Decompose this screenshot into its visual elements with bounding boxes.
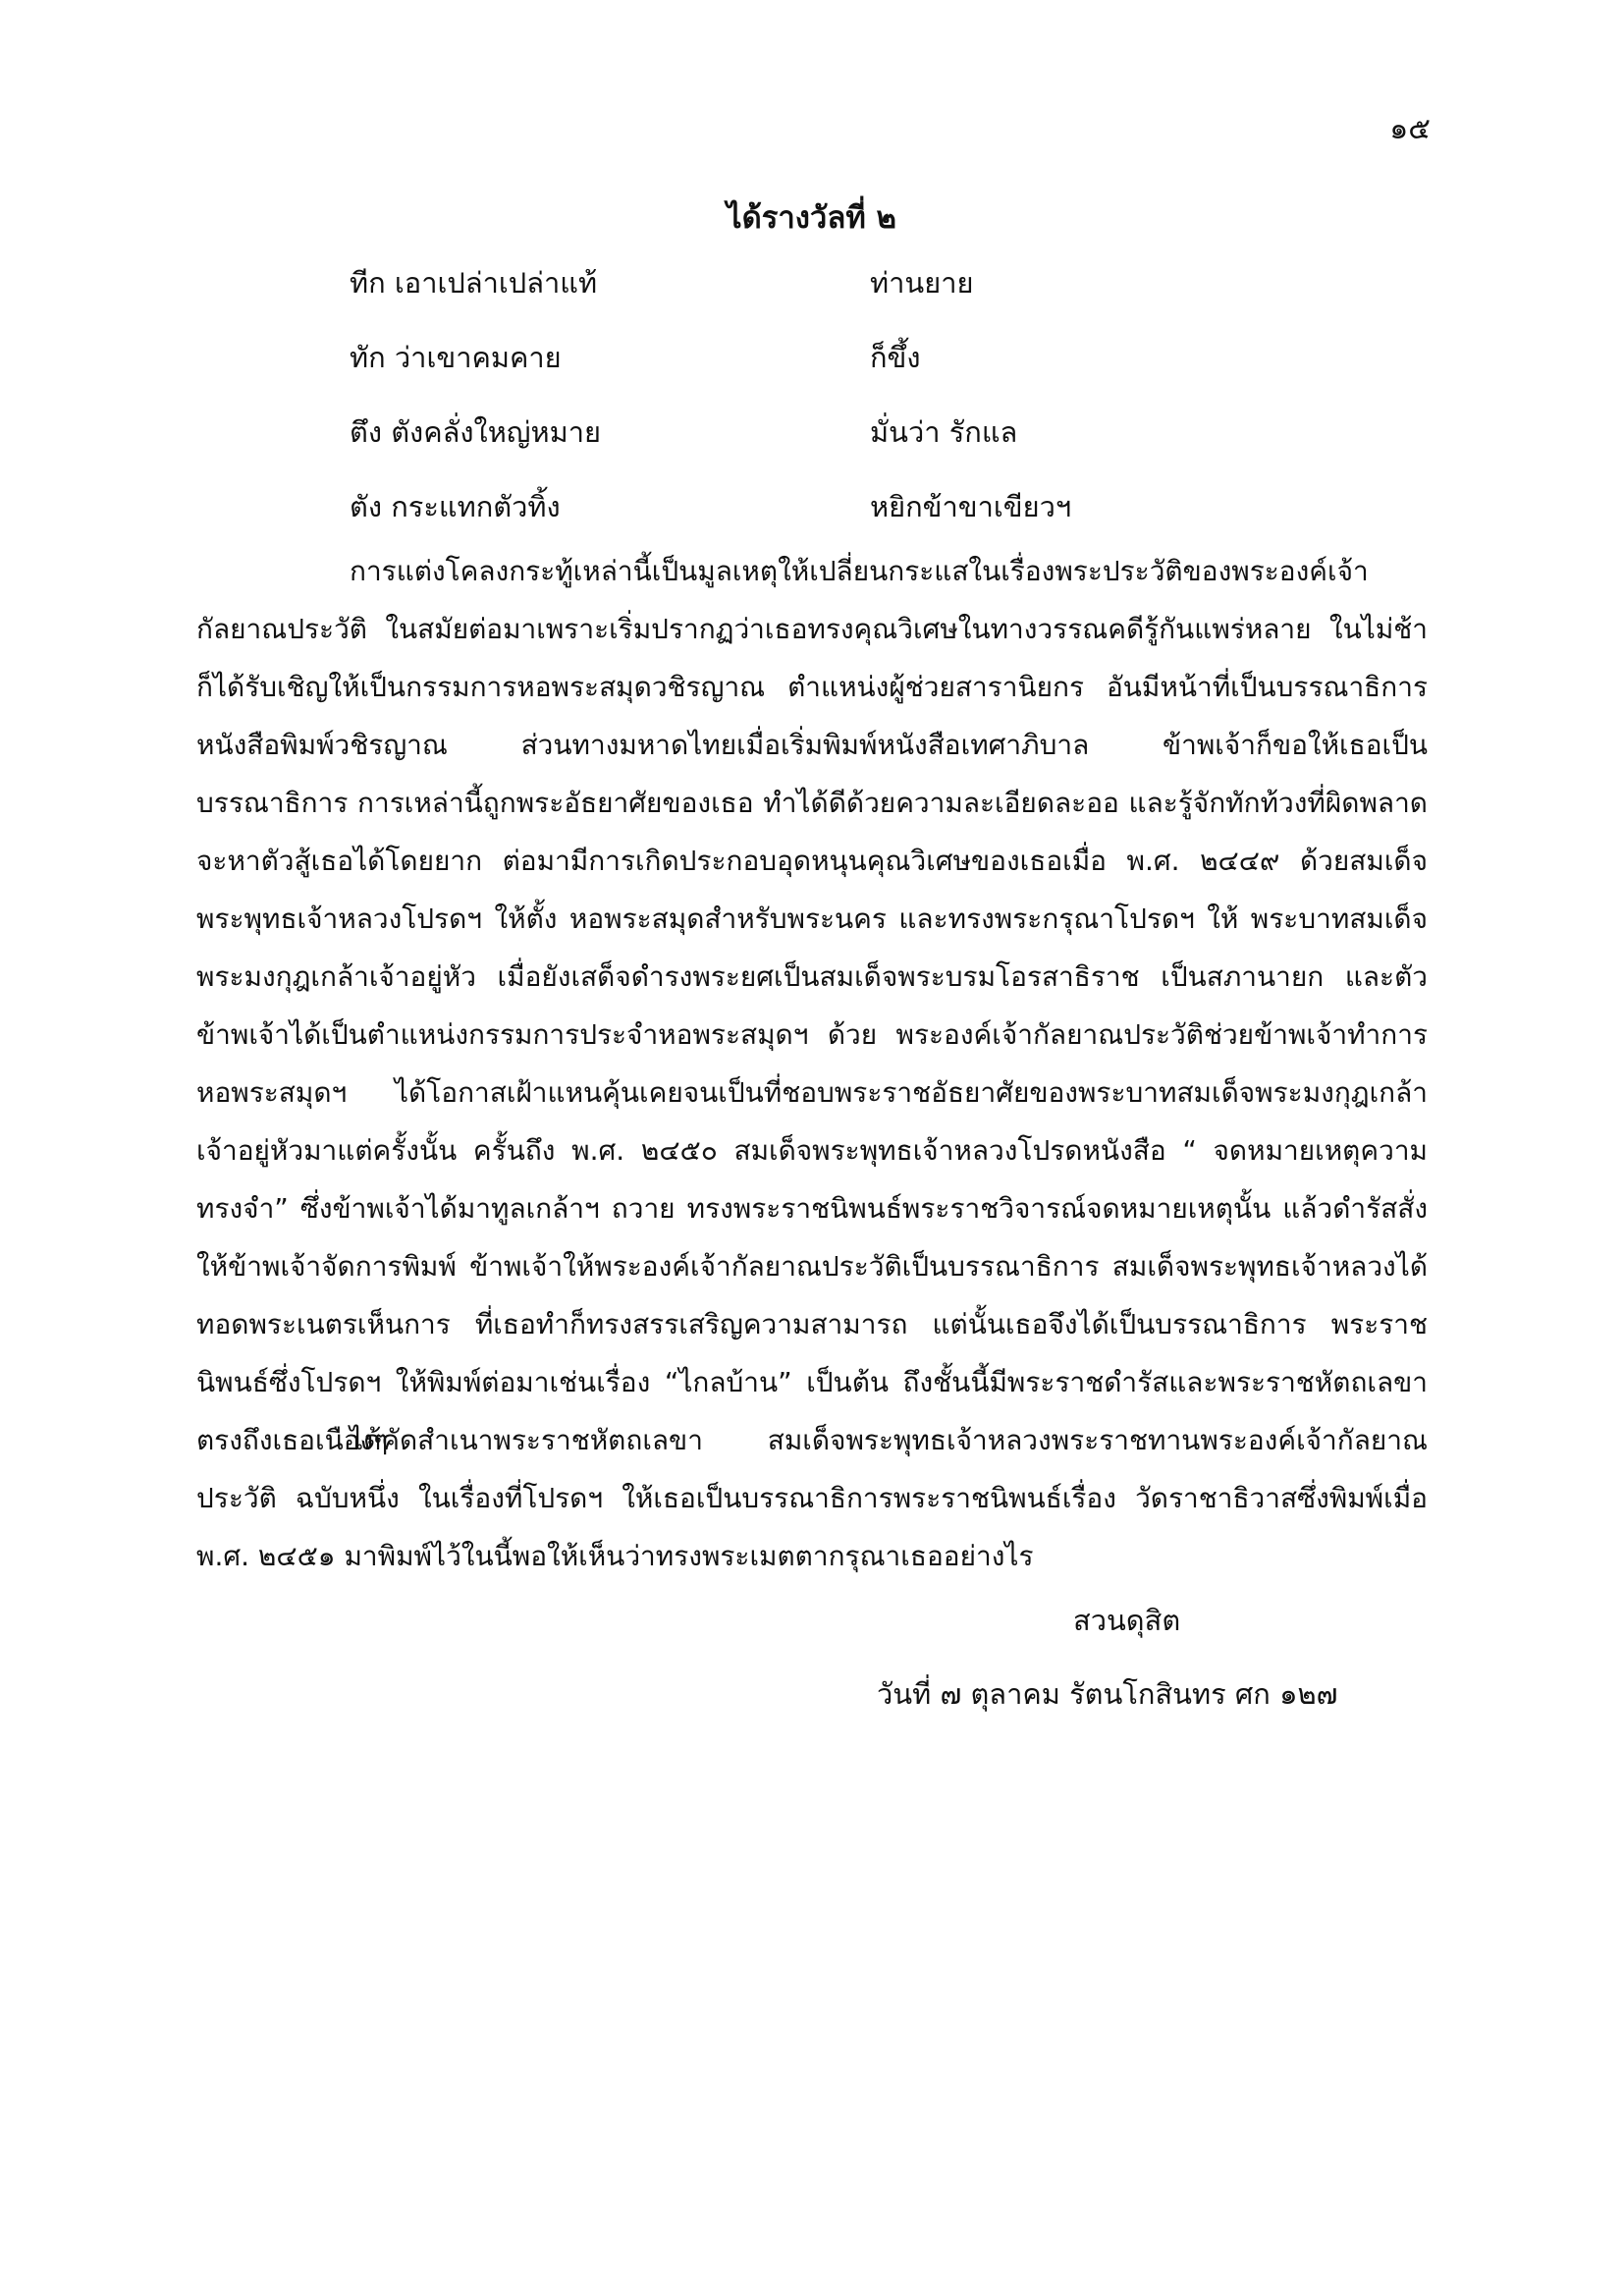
poem-line-right: หยิกข้าขาเขียวฯ [870,490,1072,523]
poem-line-right: ก็ขึ้ง [870,341,921,374]
poem-block [350,263,1449,562]
poem-line [350,338,1449,412]
body-paragraph: ได้คัดสำเนาพระราชหัตถเลขา สมเด็จพระพุทธเจ้าหลวงพระราชทานพระองค์เจ้ากัลยาณประวัติ ฉบับหนึ่ง ในเรื่องที่โปรดฯ ให้เธอเป็นบรรณาธิการพระราชนิพนธ์เรื่อง วัดราชาธิวาสซึ่งพิมพ์เมื่อ พ.ศ. ๒๔๕๑ มาพิมพ์ไว้ในนี้พอให้เห็นว่าทรงพระเมตตากรุณาเธออย่างไร [196,1424,1428,1572]
body-paragraph: การแต่งโคลงกระทู้เหล่านี้เป็นมูลเหตุให้เปลี่ยนกระแสในเรื่องพระประวัติของพระองค์เจ้ากัลยาณประวัติ ในสมัยต่อมาเพราะเริ่มปรากฏว่าเธอทรงคุณวิเศษในทางวรรณคดีรู้กันแพร่หลาย ในไม่ช้าก็ได้รับเชิญให้เป็นกรรมการหอพระสมุดวชิรญาณ ตำแหน่งผู้ช่วยสารานิยกร อันมีหน้าที่เป็นบรรณาธิการหนังสือพิมพ์วชิรญาณ ส่วนทางมหาดไทยเมื่อเริ่มพิมพ์หนังสือเทศาภิบาล ข้าพเจ้าก็ขอให้เธอเป็นบรรณาธิการ การเหล่านี้ถูกพระอัธยาศัยของเธอ ทำได้ดีด้วยความละเอียดละออ และรู้จักทักท้วงที่ผิดพลาดจะหาตัวสู้เธอได้โดยยาก ต่อมามีการเกิดประกอบอุดหนุนคุณวิเศษของเธอเมื่อ พ.ศ. ๒๔๔๙ ด้วยสมเด็จพระพุทธเจ้าหลวงโปรดฯ ให้ตั้ง หอพระสมุดสำหรับพระนคร และทรงพระกรุณาโปรดฯ ให้ พระบาทสมเด็จพระมงกุฎเกล้าเจ้าอยู่หัว เมื่อยังเสด็จดำรงพระยศเป็นสมเด็จพระบรมโอรสาธิราช เป็นสภานายก และตัวข้าพเจ้าได้เป็นตำแหน่งกรรมการประจำหอพระสมุดฯ ด้วย พระองค์เจ้ากัลยาณประวัติช่วยข้าพเจ้าทำการหอพระสมุดฯ ได้โอกาสเฝ้าแหนคุ้นเคยจนเป็นที่ชอบพระราชอัธยาศัยของพระบาทสมเด็จพระมงกุฎเกล้าเจ้าอยู่หัวมาแต่ครั้งนั้น ครั้นถึง พ.ศ. ๒๔๕๐ สมเด็จพระพุทธเจ้าหลวงโปรดหนังสือ “ จดหมายเหตุความทรงจำ” ซึ่งข้าพเจ้าได้มาทูลเกล้าฯ ถวาย ทรงพระราชนิพนธ์พระราชวิจารณ์จดหมายเหตุนั้น แล้วดำรัสสั่งให้ข้าพเจ้าจัดการพิมพ์ ข้าพเจ้าให้พระองค์เจ้ากัลยาณประวัติเป็นบรรณาธิการ สมเด็จพระพุทธเจ้าหลวงได้ทอดพระเนตรเห็นการ ที่เธอทำก็ทรงสรรเสริญความสามารถ แต่นั้นเธอจึงได้เป็นบรรณาธิการ พระราชนิพนธ์ซึ่งโปรดฯ ให้พิมพ์ต่อมาเช่นเรื่อง “ไกลบ้าน” เป็นต้น ถึงชั้นนี้มีพระราชดำรัสและพระราชหัตถเลขาตรงถึงเธอเนืองๆ [196,555,1428,1456]
signature-date: วันที่ ๗ ตุลาคม รัตนโกสินทร ศก ๑๒๗ [877,1677,1338,1711]
page-number: ๑๕ [1389,112,1431,146]
poem-line-left: ทัก ว่าเขาคมคาย [350,341,562,374]
signature-place: สวนดุสิต [1073,1604,1181,1637]
poem-line-left: ทีก เอาเปล่าเปล่าแท้ [350,266,598,300]
poem-line [350,263,1449,338]
poem-line-right: มั่นว่า รักแล [870,415,1018,449]
poem-line-left: ตัง กระแทกตัวทิ้ง [350,490,561,523]
poem-line [350,412,1449,487]
page-heading: ได้รางวัลที่ ๒ [727,200,896,236]
poem-line-left: ตึง ตังคลั่งใหญ่หมาย [350,415,602,449]
poem-line-right: ท่านยาย [870,266,974,300]
